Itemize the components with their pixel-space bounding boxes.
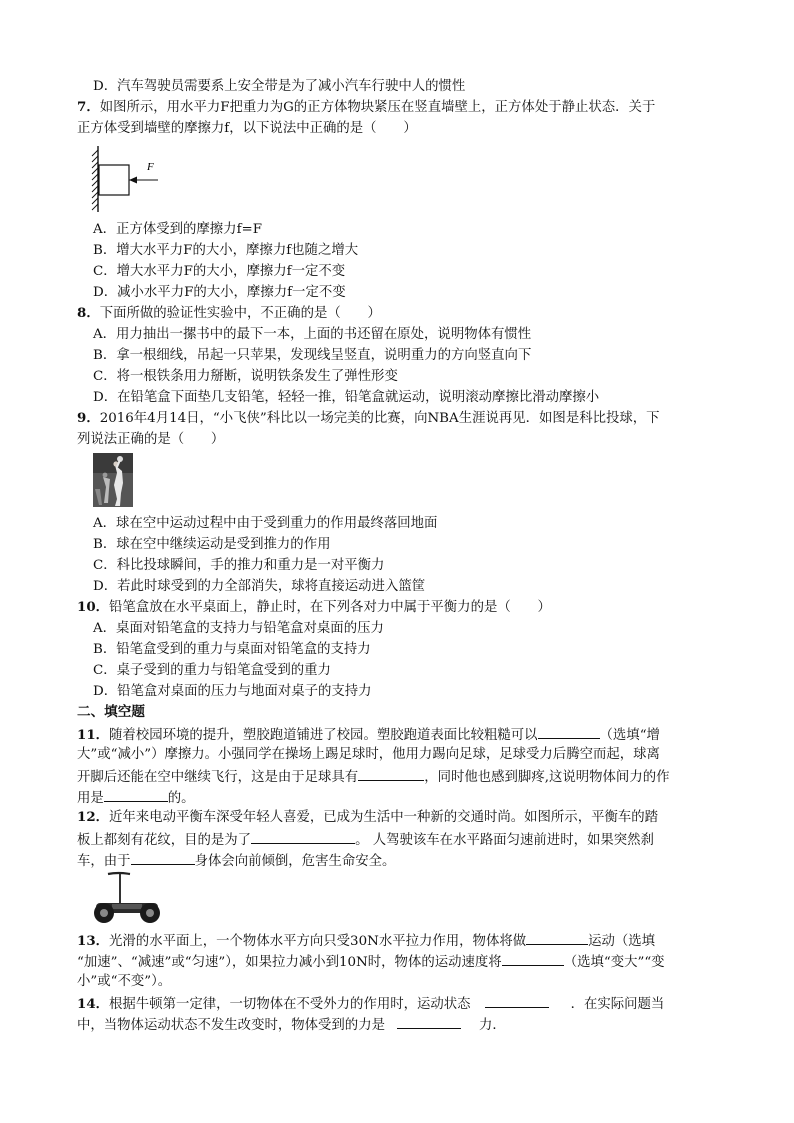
q14-line1 <box>77 994 664 1013</box>
q13-line3: 小”或“不变”）。 <box>77 974 172 989</box>
q12-line2 <box>77 830 654 849</box>
q9-option-d: D．若此时球受到的力全部消失，球将直接运动进入篮筐 <box>93 579 426 594</box>
q11-text1b: （选填“增 <box>599 728 660 743</box>
q7-option-b: B．增大水平力F的大小，摩擦力f也随之增大 <box>93 243 359 258</box>
q13-text2: “加速”、“减速”或“匀速”），如果拉力减小到10N时，物体的运动速度将 <box>77 955 502 970</box>
q10-option-c: C．桌子受到的重力与铅笔盒受到的重力 <box>93 663 331 678</box>
q10-stem <box>77 599 551 616</box>
q11-number: 11． <box>77 727 110 743</box>
q12-text2: 板上都刻有花纹，目的是为了 <box>77 833 252 848</box>
q14-line2 <box>77 1015 506 1034</box>
q13-text1b: 运动（选填 <box>588 934 656 949</box>
section-title-fill-in: 二、填空题 <box>77 704 145 720</box>
q12-text3: 车，由于 <box>77 854 131 869</box>
q9-option-b: B．球在空中继续运动是受到推力的作用 <box>93 537 331 552</box>
q8-option-b: B．拿一根细线，吊起一只苹果，发现线呈竖直，说明重力的方向竖直向下 <box>93 348 532 363</box>
q12-blank-1[interactable] <box>251 830 355 844</box>
q9-option-a: A．球在空中运动过程中由于受到重力的作用最终落回地面 <box>93 516 438 531</box>
q7-option-a: A．正方体受到的摩擦力f=F <box>93 222 263 237</box>
q9-basketball-photo <box>93 453 133 507</box>
q14-text2: 中，当物体运动状态不发生改变时，物体受到的力是 <box>77 1018 385 1033</box>
q9-stem-line1 <box>77 410 660 427</box>
q9-number: 9． <box>77 410 100 426</box>
q7-number: 7． <box>77 99 100 115</box>
q11-line1 <box>77 725 660 744</box>
q7-stem-line2: 正方体受到墙壁的摩擦力f，以下说法中正确的是（ ） <box>77 121 417 136</box>
q13-blank-1[interactable] <box>526 931 588 945</box>
q7-stem-text1: 如图所示，用水平力F把重力为G的正方体物块紧压在竖直墙壁上，正方体处于静止状态．关于 <box>99 100 656 115</box>
q11-text4: 用是 <box>77 791 104 806</box>
q13-line2 <box>77 952 665 971</box>
q12-line3 <box>77 851 395 870</box>
q10-stem-text: 铅笔盒放在水平桌面上，静止时，在下列各对力中属于平衡力的是（ ） <box>109 600 551 615</box>
q14-text1b: ．在实际问题当 <box>570 997 665 1012</box>
q7-force-label: F <box>147 161 154 173</box>
q11-line3 <box>77 767 670 786</box>
q11-blank-3[interactable] <box>104 788 168 802</box>
q7-stem-line1 <box>77 99 655 116</box>
q11-blank-1[interactable] <box>538 725 600 739</box>
q10-number: 10． <box>77 599 110 615</box>
q8-stem <box>77 305 381 322</box>
q8-stem-text: 下面所做的验证性实验中，不正确的是（ ） <box>99 306 381 321</box>
q11-blank-2[interactable] <box>358 767 424 781</box>
q13-text2b: （选填“变大”“变 <box>563 955 665 970</box>
q12-text3b: 身体会向前倾倒，危害生命安全。 <box>194 854 396 869</box>
q14-blank-1[interactable] <box>485 994 549 1008</box>
q12-blank-2[interactable] <box>131 851 195 865</box>
q11-text4b: 的。 <box>167 791 195 806</box>
q8-number: 8． <box>77 305 100 321</box>
q11-line2: 大”或“减小”）摩擦力。小强同学在操场上踢足球时，他用力踢向足球，足球受力后腾空而起，球离 <box>77 747 660 762</box>
q11-line4 <box>77 788 195 807</box>
q13-number: 13． <box>77 933 110 949</box>
q7-option-c: C．增大水平力F的大小，摩擦力f一定不变 <box>93 264 346 279</box>
q12-text1: 近年来电动平衡车深受年轻人喜爱，已成为生活中一种新的交通时尚。如图所示，平衡车的踏 <box>109 810 659 825</box>
q12-text2b: 。 人驾驶该车在水平路面匀速前进时，如果突然刹 <box>355 833 654 848</box>
q8-option-d: D．在铅笔盒下面垫几支铅笔，轻轻一推，铅笔盒就运动，说明滚动摩擦比滑动摩擦小 <box>93 390 600 405</box>
q10-option-a: A．桌面对铅笔盒的支持力与铅笔盒对桌面的压力 <box>93 621 384 636</box>
q13-line1 <box>77 931 655 950</box>
q12-number: 12． <box>77 809 110 825</box>
q7-wall-block-figure <box>90 146 165 214</box>
q8-option-a: A．用力抽出一摞书中的最下一本，上面的书还留在原处，说明物体有惯性 <box>93 327 532 342</box>
q13-text1: 光滑的水平面上，一个物体水平方向只受30N水平拉力作用，物体将做 <box>109 934 527 949</box>
q9-stem-text1: 2016年4月14日，“小飞侠”科比以一场完美的比赛，向NBA生涯说再见．如图是科比投球，下 <box>99 411 660 426</box>
q11-text3: 开脚后还能在空中继续飞行，这是由于足球具有 <box>77 770 359 785</box>
q10-option-d: D．铅笔盒对桌面的压力与地面对桌子的支持力 <box>93 684 372 699</box>
q6-option-d: D．汽车驾驶员需要系上安全带是为了减小汽车行驶中人的惯性 <box>93 79 466 94</box>
q13-blank-2[interactable] <box>502 952 564 966</box>
q9-option-c: C．科比投球瞬间，手的推力和重力是一对平衡力 <box>93 558 385 573</box>
q14-text2b: 力． <box>478 1018 506 1033</box>
q7-option-d: D．减小水平力F的大小，摩擦力f一定不变 <box>93 285 346 300</box>
q11-text1: 随着校园环境的提升，塑胶跑道铺进了校园。塑胶跑道表面比较粗糙可以 <box>109 728 538 743</box>
q12-line1 <box>77 809 658 826</box>
q12-balance-scooter-figure <box>92 871 162 925</box>
q14-number: 14． <box>77 996 110 1012</box>
q9-stem-line2: 列说法正确的是（ ） <box>77 432 225 447</box>
q10-option-b: B．铅笔盒受到的重力与桌面对铅笔盒的支持力 <box>93 642 371 657</box>
q14-blank-2[interactable] <box>397 1015 461 1029</box>
q8-option-c: C．将一根铁条用力掰断，说明铁条发生了弹性形变 <box>93 369 398 384</box>
q14-text1: 根据牛顿第一定律，一切物体在不受外力的作用时，运动状态 <box>109 997 471 1012</box>
q11-text3b: ，同时他也感到脚疼,这说明物体间力的作 <box>424 770 670 785</box>
